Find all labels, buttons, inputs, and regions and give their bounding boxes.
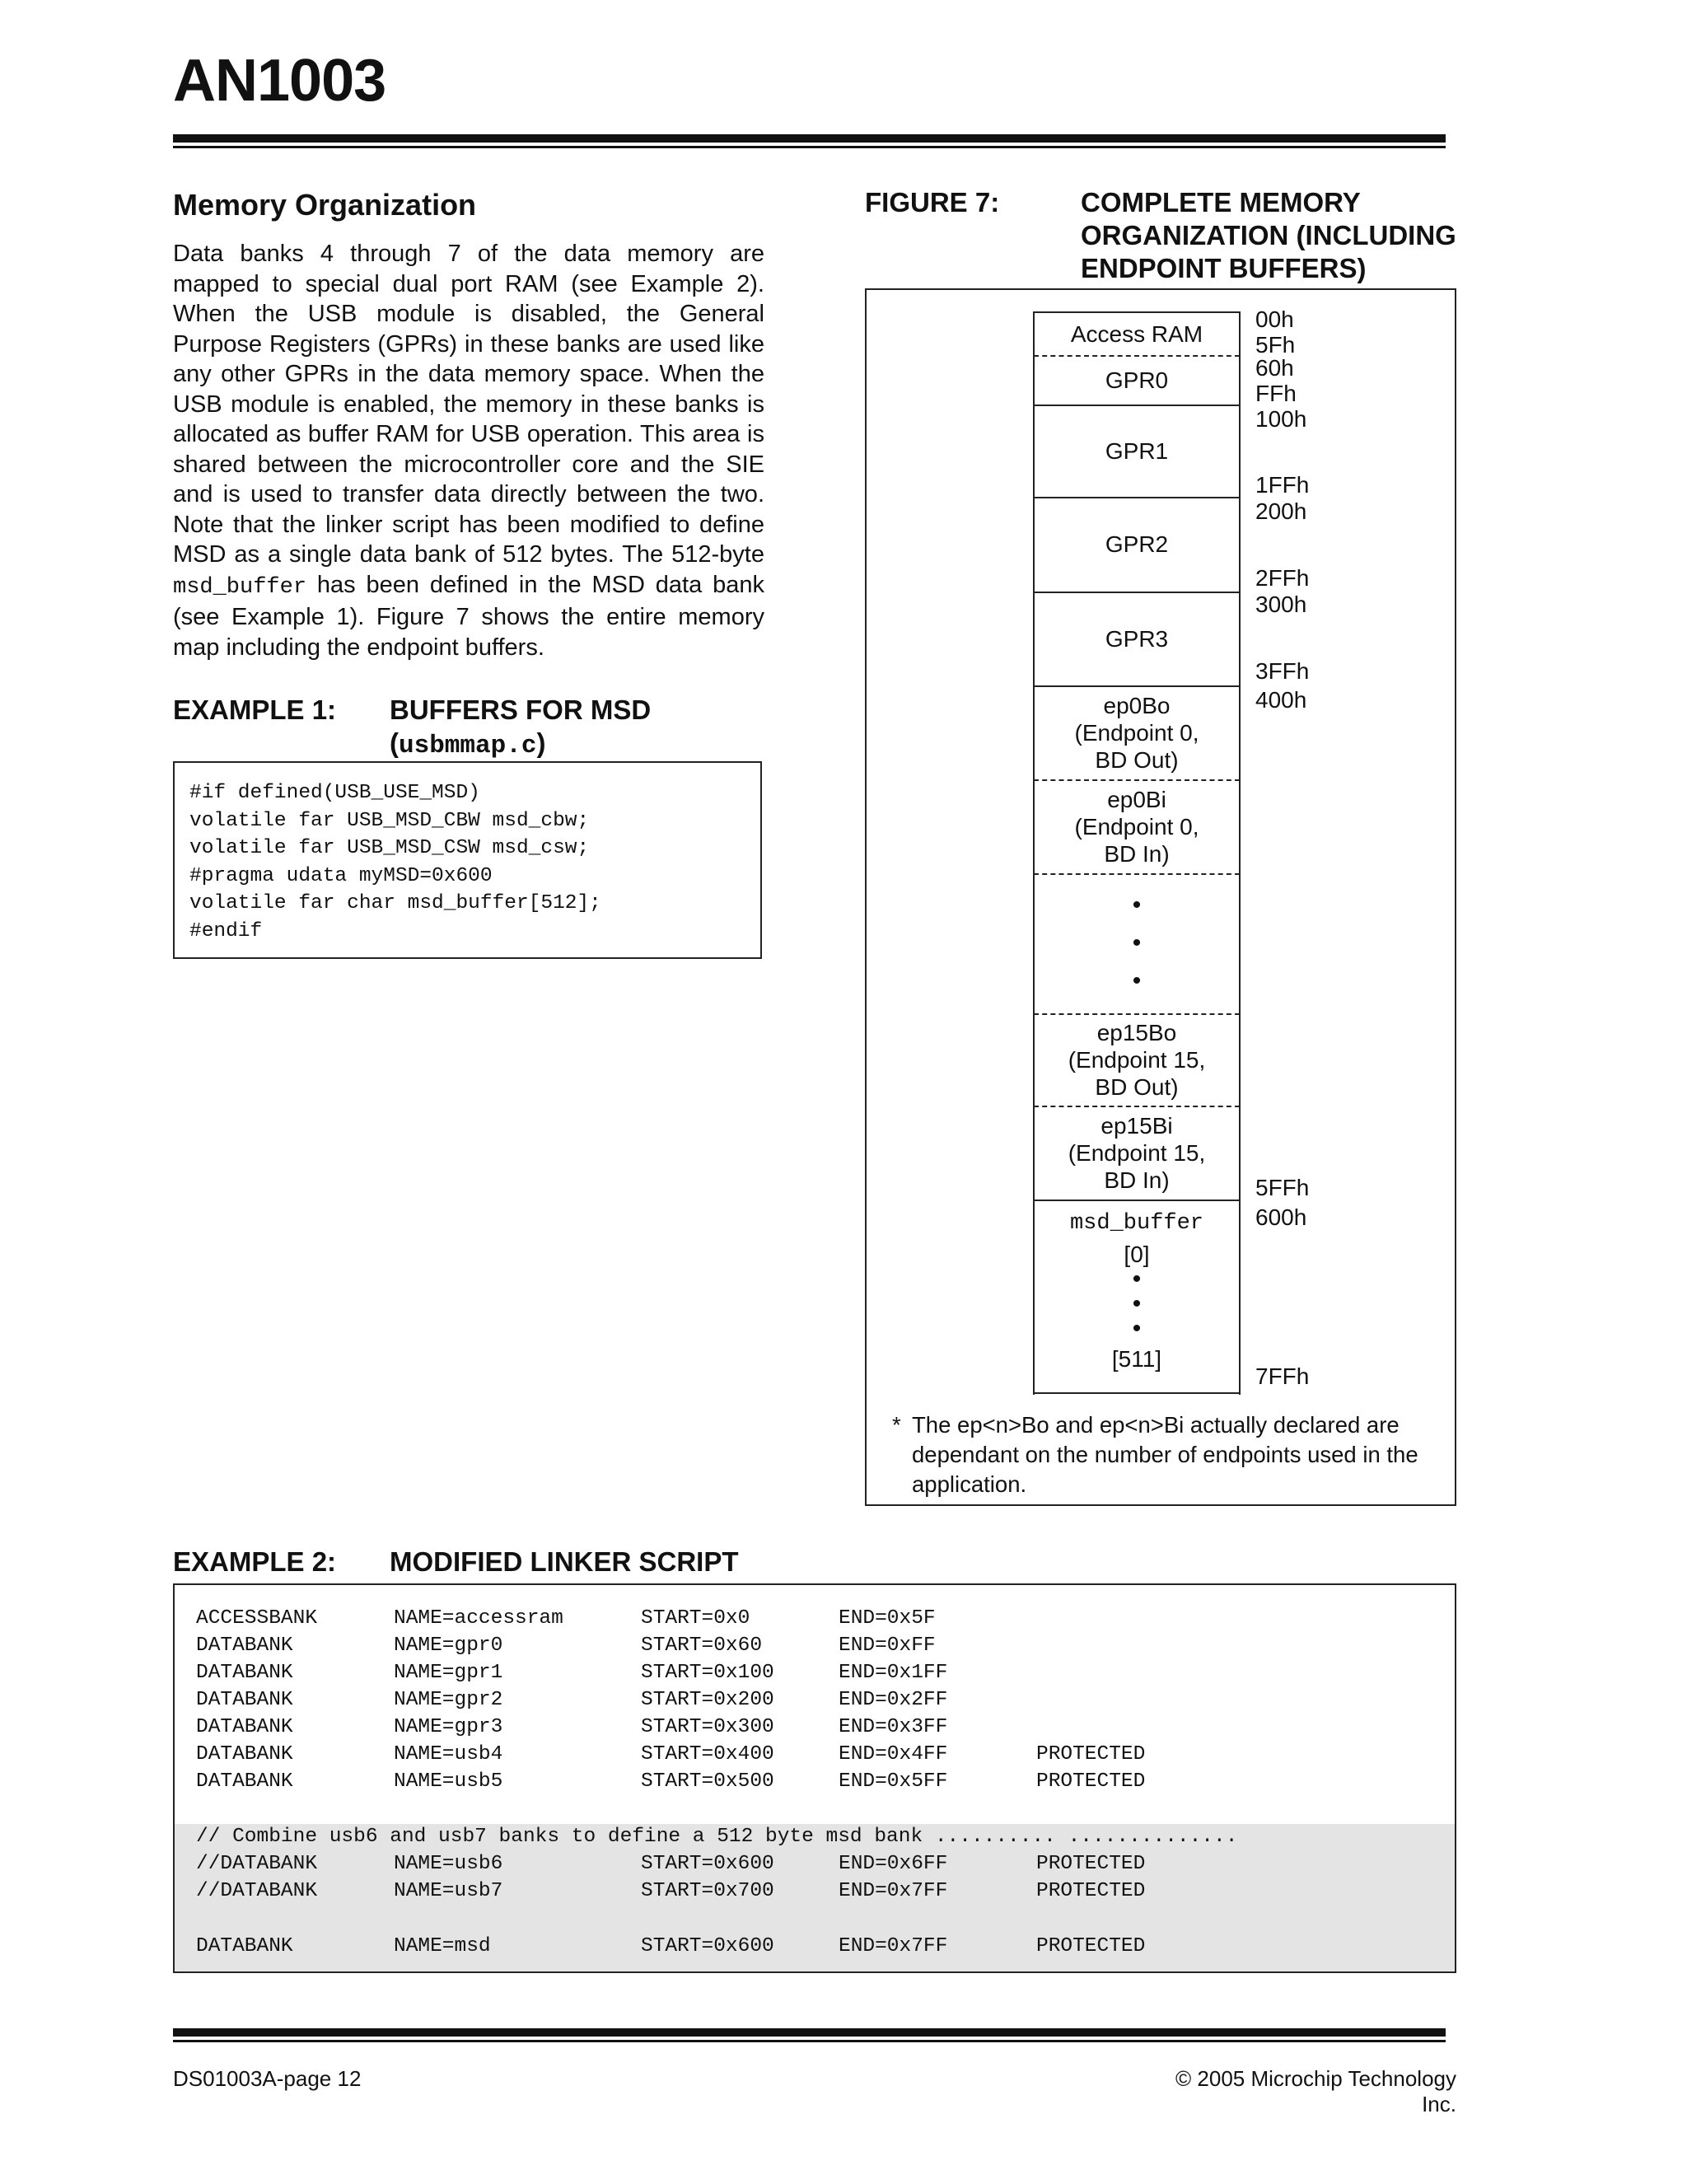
header-rule-thin: [173, 146, 1446, 148]
figure7-title: COMPLETE MEMORY ORGANIZATION (INCLUDING ENDPOINT BUFFERS): [1081, 187, 1456, 283]
code-line: volatile far USB_MSD_CSW msd_csw;: [189, 837, 590, 859]
body-paragraph: [173, 239, 764, 662]
block-access-ram: Access RAM: [1070, 321, 1203, 347]
ellipsis-dot: •: [1132, 967, 1142, 994]
example1-label: EXAMPLE 1:: [173, 694, 337, 725]
block-ep0bi: ep0Bi (Endpoint 0, BD In): [1074, 786, 1199, 867]
ellipsis-dot: •: [1132, 929, 1142, 956]
address-label: 5Fh: [1255, 332, 1296, 358]
figure7-label: FIGURE 7:: [865, 187, 1000, 217]
address-label: 60h: [1255, 355, 1294, 381]
address-label: 2FFh: [1255, 565, 1310, 591]
block-msd-buffer: msd_buffer [0] • • • [511]: [1069, 1211, 1204, 1372]
block-gpr3: GPR3: [1105, 625, 1169, 652]
address-label: 1FFh: [1255, 472, 1310, 498]
block-gpr0: GPR0: [1105, 367, 1169, 393]
address-label: 200h: [1255, 498, 1307, 524]
address-label: 3FFh: [1255, 658, 1310, 684]
linker-row: DATABANK NAME=gpr2 START=0x200 END=0x2FF: [196, 1689, 948, 1711]
linker-row: //DATABANK NAME=usb6 START=0x600 END=0x6FF PROTECTED: [196, 1853, 1146, 1875]
example2-label: EXAMPLE 2:: [173, 1546, 337, 1577]
footer-rule-thick: [173, 2028, 1446, 2037]
ellipsis-dot: •: [1132, 891, 1142, 919]
example1-filename: (usbmmap.c): [390, 727, 546, 760]
body-text-part2: has been defined in the MSD data bank (see Example 1). Figure 7 shows the entire memory map including the endpoint buffers.: [173, 571, 764, 661]
linker-row: DATABANK NAME=gpr0 START=0x60 END=0xFF: [196, 1634, 936, 1657]
block-ep15bi: ep15Bi (Endpoint 15, BD In): [1068, 1112, 1206, 1193]
header-rule-thick: [173, 134, 1446, 143]
address-label: 00h: [1255, 306, 1294, 332]
separator-bottom: [1034, 1392, 1240, 1394]
code-line: #endif: [189, 919, 263, 942]
address-label: 600h: [1255, 1204, 1307, 1230]
body-text-part1: Data banks 4 through 7 of the data memory are mapped to special dual port RAM (see Example 2). When the USB module is disabled, the General Purpose Registers (GPRs) in these banks are used like any other GPRs in the data memory space. When the USB module is enabled, the memory in these banks is allocated as buffer RAM for USB operation. This area is shared between the microcontroller core and the SIE and is used to transfer data directly between the two. Note that the linker script has been modified to define MSD as a single data bank of 512 bytes. The 512-byte: [173, 241, 764, 568]
block-gpr2: GPR2: [1105, 531, 1169, 557]
example1-code: [189, 779, 601, 945]
linker-row: DATABANK NAME=msd START=0x600 END=0x7FF PROTECTED: [196, 1935, 1146, 1957]
footer-page-number: DS01003A-page 12: [173, 2066, 362, 2091]
address-label: 400h: [1255, 687, 1307, 713]
body-inline-code: msd_buffer: [173, 574, 307, 600]
address-label: 300h: [1255, 592, 1307, 617]
figure7-footnote: * The ep<n>Bo and ep<n>Bi actually declared are dependant on the number of endpoints used in the application.: [892, 1412, 1418, 1497]
code-line: volatile far USB_MSD_CBW msd_cbw;: [189, 809, 590, 832]
document-id: AN1003: [173, 48, 386, 114]
block-gpr1: GPR1: [1105, 437, 1169, 464]
linker-row: DATABANK NAME=gpr3 START=0x300 END=0x3FF: [196, 1716, 948, 1738]
linker-row: DATABANK NAME=gpr1 START=0x100 END=0x1FF: [196, 1662, 948, 1684]
code-line: volatile far char msd_buffer[512];: [189, 892, 601, 914]
code-line: #pragma udata myMSD=0x600: [189, 864, 493, 887]
address-label: 5FFh: [1255, 1175, 1310, 1200]
block-ellipsis: [1034, 873, 1240, 1013]
linker-row: DATABANK NAME=usb4 START=0x400 END=0x4FF PROTECTED: [196, 1743, 1146, 1765]
block-ep15bo: ep15Bo (Endpoint 15, BD Out): [1068, 1019, 1206, 1100]
section-heading: Memory Organization: [173, 188, 477, 222]
address-label: 7FFh: [1255, 1363, 1310, 1389]
example1-title: BUFFERS FOR MSD: [390, 694, 652, 725]
footer-rule-thin: [173, 2040, 1446, 2042]
linker-comment: // Combine usb6 and usb7 banks to define a 512 byte msd bank .......... ..............: [196, 1826, 1238, 1848]
example2-title: MODIFIED LINKER SCRIPT: [390, 1546, 739, 1577]
code-line: #if defined(USB_USE_MSD): [189, 782, 480, 804]
address-label: FFh: [1255, 381, 1297, 406]
footer-copyright: © 2005 Microchip Technology Inc.: [1175, 2066, 1456, 2116]
linker-row: DATABANK NAME=usb5 START=0x500 END=0x5FF PROTECTED: [196, 1770, 1146, 1793]
linker-row: //DATABANK NAME=usb7 START=0x700 END=0x7FF PROTECTED: [196, 1880, 1146, 1902]
block-ep0bo: ep0Bo (Endpoint 0, BD Out): [1074, 692, 1199, 773]
address-label: 100h: [1255, 406, 1307, 432]
linker-row: ACCESSBANK NAME=accessram START=0x0 END=0x5F: [196, 1607, 936, 1630]
